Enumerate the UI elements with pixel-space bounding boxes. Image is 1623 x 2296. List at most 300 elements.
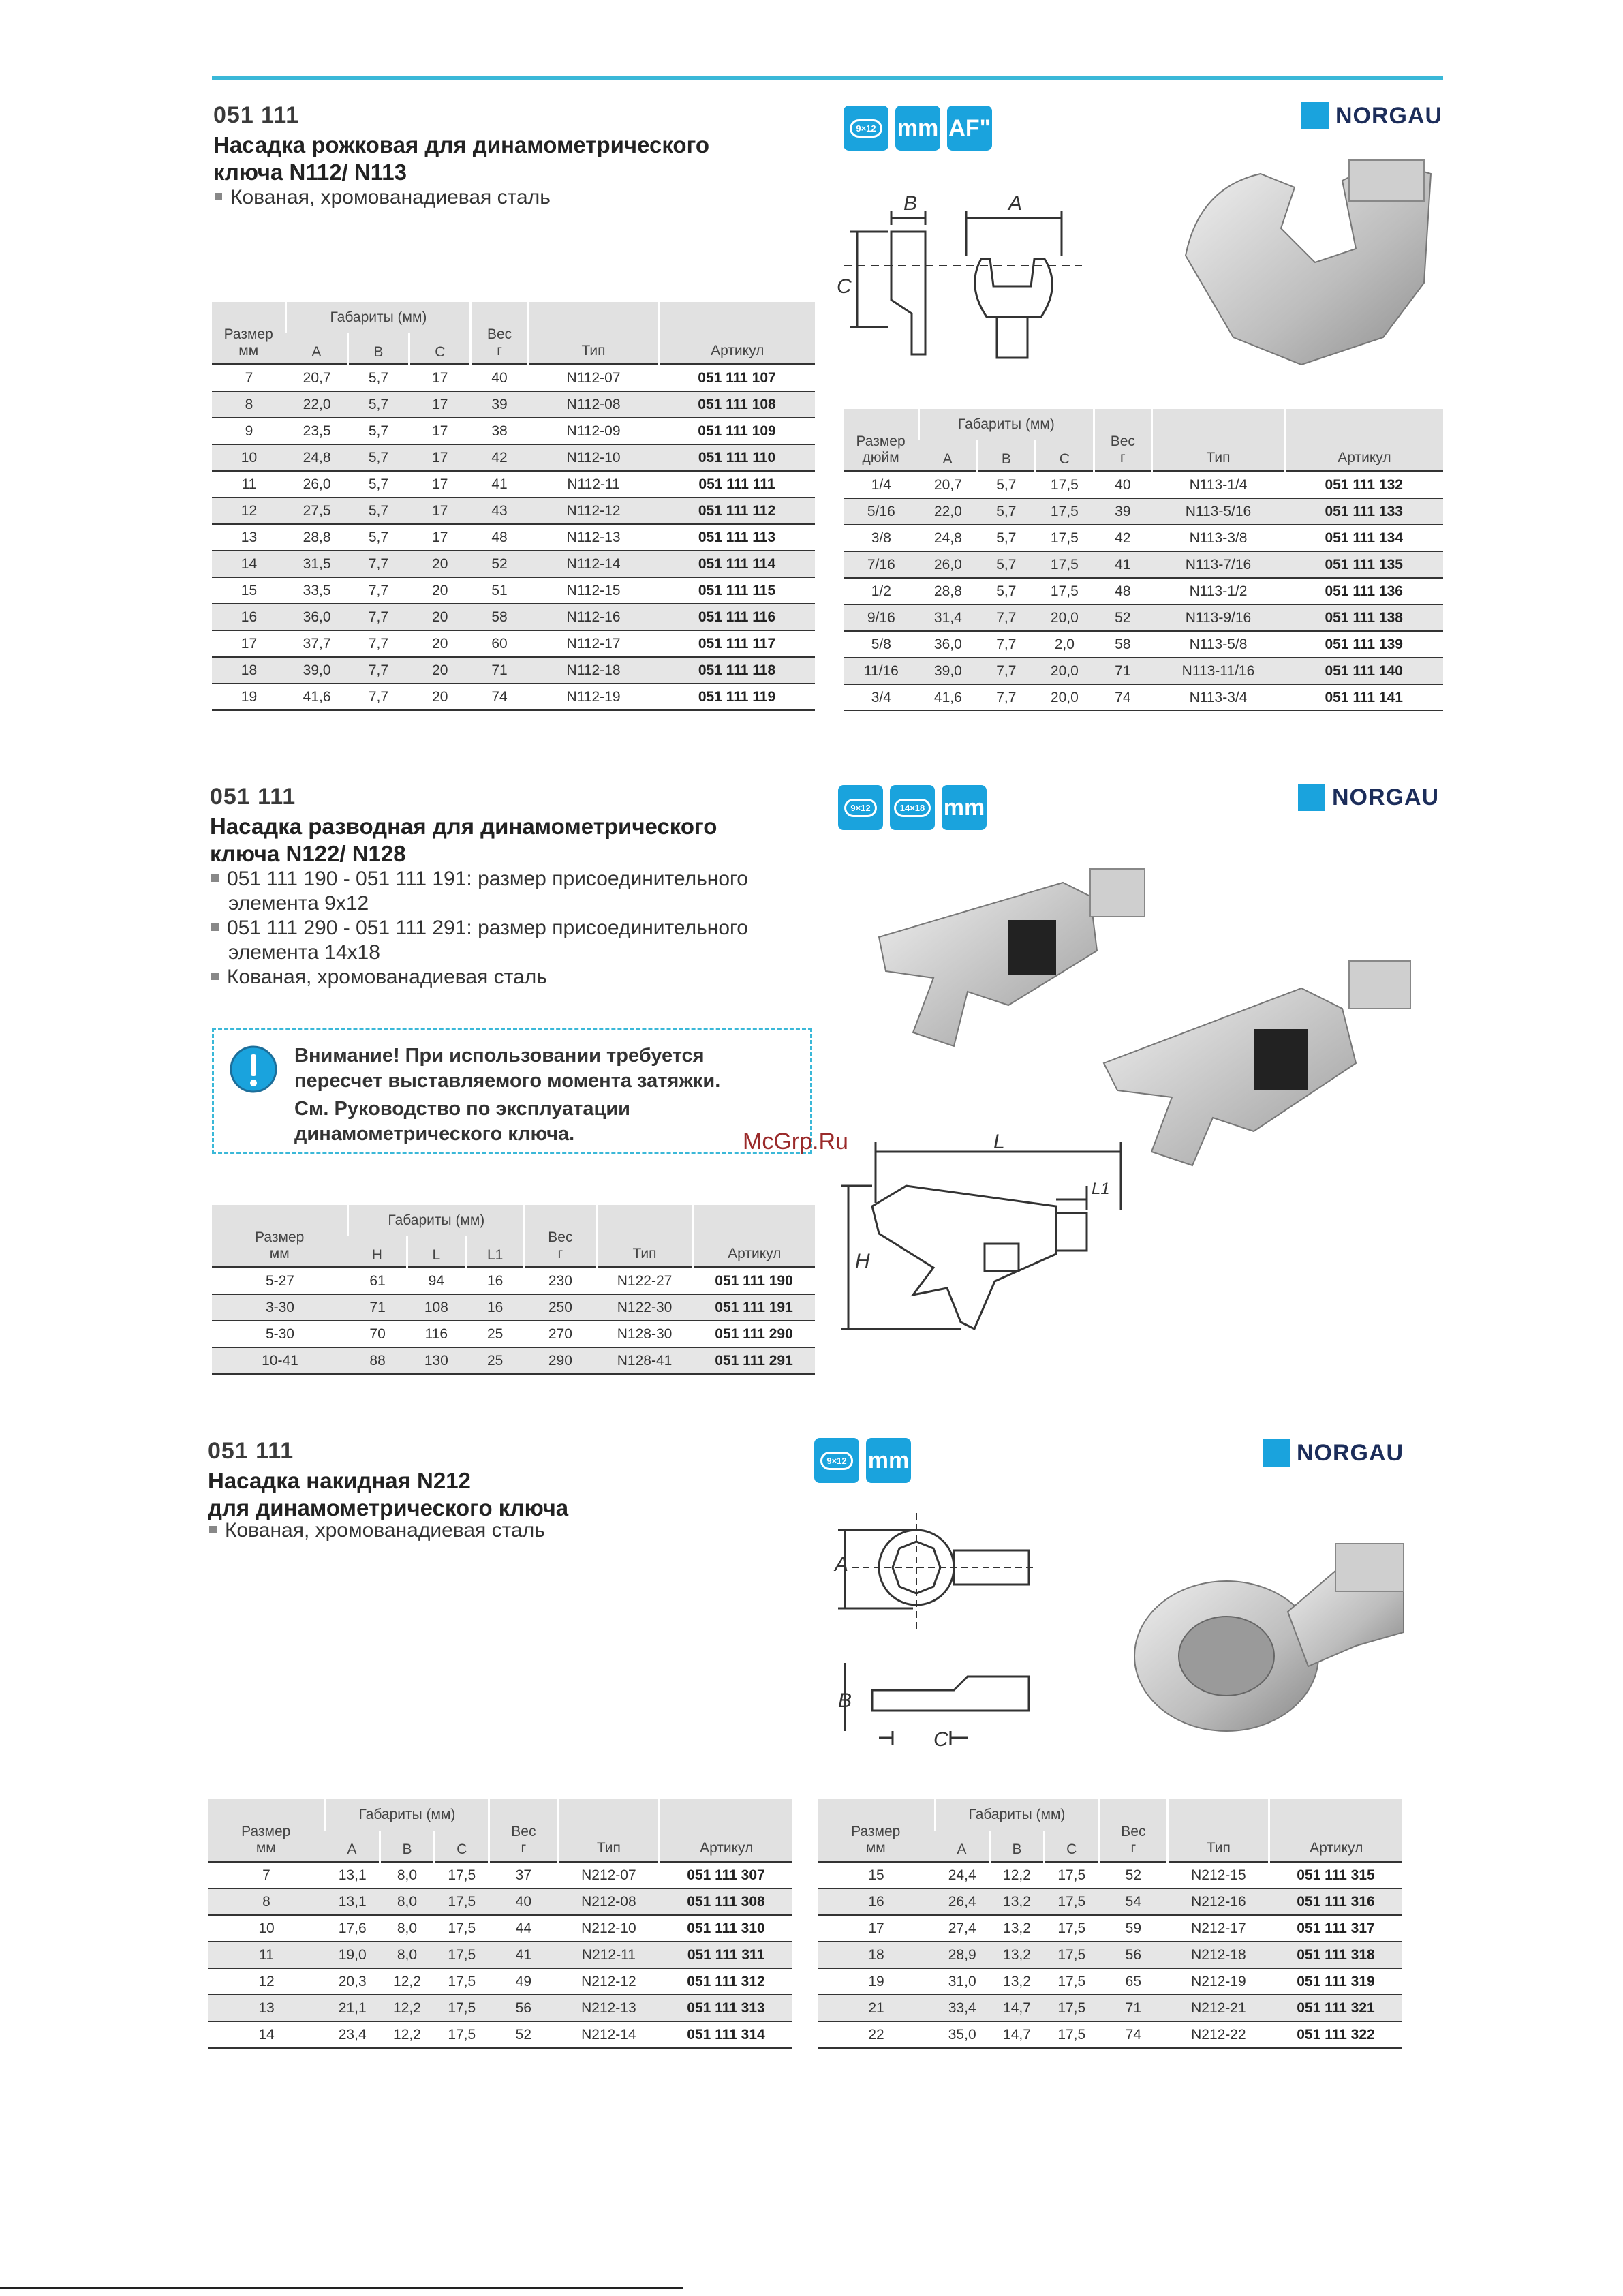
adjustable-diagram bbox=[838, 1131, 1138, 1349]
section2-table: Размер мм Габариты (мм) Вес г Тип Артикул H L L1 5-27 61 94 16 230 N122-27 051 111 190 3-30 71 108 16 250 N122-30 051 111 191 5-30 70 116 25 270 N128-30 051 111 290 10-41 88 130 25 290 N128-41 051 111 291 bbox=[212, 1205, 815, 1375]
table-cell: 051 111 108 bbox=[659, 391, 815, 418]
table-row bbox=[844, 631, 1443, 658]
table-cell: 17 bbox=[409, 471, 471, 498]
table-cell: 26,0 bbox=[919, 551, 977, 578]
table-cell: 74 bbox=[1094, 684, 1151, 711]
table-cell: 61 bbox=[348, 1268, 407, 1295]
table-cell: 24,4 bbox=[935, 1862, 989, 1889]
table-cell: N212-22 bbox=[1168, 2021, 1269, 2048]
table-cell: 051 111 291 bbox=[693, 1347, 815, 1374]
table-row bbox=[212, 657, 815, 684]
table-cell: 051 111 118 bbox=[659, 657, 815, 684]
table-cell: 20 bbox=[409, 630, 471, 657]
table-cell: 31,5 bbox=[286, 551, 347, 577]
section1-title-line1: Насадка рожковая для динамометрического bbox=[213, 132, 710, 157]
table-cell: N113-5/16 bbox=[1152, 498, 1285, 525]
table-cell: 051 111 136 bbox=[1284, 578, 1443, 604]
table-cell: N128-30 bbox=[596, 1321, 693, 1347]
table-row bbox=[212, 365, 815, 392]
table-cell: 74 bbox=[471, 684, 528, 710]
ring-photo bbox=[1131, 1530, 1417, 1741]
table-cell: 24,8 bbox=[286, 444, 347, 471]
norgau-logo-1: NORGAU bbox=[1301, 102, 1442, 129]
table-cell: 5,7 bbox=[347, 498, 409, 524]
table-cell: 7,7 bbox=[977, 684, 1035, 711]
table-cell: N212-15 bbox=[1168, 1862, 1269, 1889]
table-cell: N212-13 bbox=[558, 1995, 660, 2021]
table-cell: N212-16 bbox=[1168, 1888, 1269, 1915]
table-cell: 17 bbox=[409, 498, 471, 524]
table-cell: 17,5 bbox=[1045, 1968, 1099, 1995]
table-cell: 051 111 322 bbox=[1269, 2021, 1402, 2048]
table-row bbox=[844, 578, 1443, 604]
table-cell: N112-18 bbox=[528, 657, 659, 684]
table-cell: 20 bbox=[409, 684, 471, 710]
table-row bbox=[818, 2021, 1402, 2048]
diagram-b-label: B bbox=[903, 192, 918, 215]
table-cell: 58 bbox=[1094, 631, 1151, 658]
table-row bbox=[212, 551, 815, 577]
table-cell: 14,7 bbox=[989, 1995, 1044, 2021]
table-cell: 56 bbox=[489, 1995, 558, 2021]
table-cell: 051 111 316 bbox=[1269, 1888, 1402, 1915]
table-cell: 1/2 bbox=[844, 578, 919, 604]
norgau-logo-3: NORGAU bbox=[1263, 1439, 1404, 1467]
table-cell: 17,5 bbox=[435, 1968, 489, 1995]
table-cell: 5/8 bbox=[844, 631, 919, 658]
table-cell: 40 bbox=[471, 365, 528, 392]
diagram-a-label: A bbox=[1008, 192, 1023, 215]
table-cell: 28,9 bbox=[935, 1942, 989, 1968]
table-row bbox=[212, 1321, 815, 1347]
table-cell: 7,7 bbox=[347, 630, 409, 657]
table-row bbox=[844, 604, 1443, 631]
table-cell: 051 111 141 bbox=[1284, 684, 1443, 711]
table-cell: N112-16 bbox=[528, 604, 659, 630]
table-cell: 23,4 bbox=[325, 2021, 380, 2048]
table-cell: 5,7 bbox=[977, 525, 1035, 551]
table-cell: 25 bbox=[466, 1321, 525, 1347]
table-cell: N113-1/2 bbox=[1152, 578, 1285, 604]
table-cell: 15 bbox=[818, 1862, 935, 1889]
table-cell: 20,0 bbox=[1036, 604, 1094, 631]
table-cell: 7 bbox=[212, 365, 286, 392]
table-cell: 5,7 bbox=[347, 365, 409, 392]
table-cell: 33,5 bbox=[286, 577, 347, 604]
table-cell: 7,7 bbox=[347, 684, 409, 710]
table-row bbox=[844, 658, 1443, 684]
table-cell: 8,0 bbox=[380, 1862, 434, 1889]
h-size: Размер мм bbox=[212, 302, 286, 365]
table-cell: 051 111 191 bbox=[693, 1294, 815, 1321]
table-cell: 52 bbox=[1094, 604, 1151, 631]
table-cell: N212-11 bbox=[558, 1942, 660, 1968]
table-cell: 20,0 bbox=[1036, 684, 1094, 711]
section3-bullet: Кованая, хромованадиевая сталь bbox=[208, 1518, 545, 1543]
table-cell: 41 bbox=[489, 1942, 558, 1968]
section2-title: Насадка разводная для динамометрического ключа N122/ N128 bbox=[210, 814, 717, 866]
table-cell: 52 bbox=[489, 2021, 558, 2048]
table-cell: 5,7 bbox=[347, 418, 409, 444]
table-cell: 3-30 bbox=[212, 1294, 348, 1321]
table-row bbox=[208, 1942, 792, 1968]
table-row bbox=[208, 1862, 792, 1889]
table-cell: 42 bbox=[1094, 525, 1151, 551]
section1-title bbox=[213, 132, 709, 186]
table-cell: 3/8 bbox=[844, 525, 919, 551]
table-cell: 26,4 bbox=[935, 1888, 989, 1915]
table-cell: 48 bbox=[471, 524, 528, 551]
table-cell: 5-30 bbox=[212, 1321, 348, 1347]
table-cell: 17,5 bbox=[1045, 1915, 1099, 1942]
table-cell: 051 111 107 bbox=[659, 365, 815, 392]
table-cell: 19,0 bbox=[325, 1942, 380, 1968]
table-cell: 33,4 bbox=[935, 1995, 989, 2021]
table-cell: 290 bbox=[525, 1347, 596, 1374]
table-cell: 17 bbox=[409, 365, 471, 392]
table-cell: 41 bbox=[1094, 551, 1151, 578]
section2-badges bbox=[838, 785, 987, 830]
table-cell: 17 bbox=[818, 1915, 935, 1942]
exclamation-icon bbox=[228, 1043, 282, 1098]
table-cell: 5,7 bbox=[347, 444, 409, 471]
table-cell: 7,7 bbox=[347, 657, 409, 684]
table-cell: 25 bbox=[466, 1347, 525, 1374]
table-row bbox=[818, 1888, 1402, 1915]
table-cell: 17 bbox=[409, 444, 471, 471]
table-cell: N112-08 bbox=[528, 391, 659, 418]
table-cell: 39,0 bbox=[919, 658, 977, 684]
table-row bbox=[818, 1862, 1402, 1889]
h-type: Тип bbox=[528, 302, 659, 365]
top-rule bbox=[212, 76, 1443, 80]
table-cell: 13,2 bbox=[989, 1942, 1044, 1968]
table-cell: 20 bbox=[409, 551, 471, 577]
table-row bbox=[208, 1968, 792, 1995]
table-cell: N113-7/16 bbox=[1152, 551, 1285, 578]
table-cell: 37 bbox=[489, 1862, 558, 1889]
table-cell: 13,2 bbox=[989, 1968, 1044, 1995]
svg-text:A: A bbox=[835, 1553, 849, 1576]
table-cell: 5,7 bbox=[347, 391, 409, 418]
table-cell: 38 bbox=[471, 418, 528, 444]
table-cell: 5-27 bbox=[212, 1268, 348, 1295]
table-cell: 44 bbox=[489, 1915, 558, 1942]
table-cell: 22 bbox=[818, 2021, 935, 2048]
table-cell: 14 bbox=[212, 551, 286, 577]
table-cell: N113-1/4 bbox=[1152, 472, 1285, 499]
table-cell: 71 bbox=[1094, 658, 1151, 684]
table-cell: 10-41 bbox=[212, 1347, 348, 1374]
table-cell: 52 bbox=[1099, 1862, 1168, 1889]
table-cell: 42 bbox=[471, 444, 528, 471]
table-cell: 7,7 bbox=[347, 577, 409, 604]
table-cell: 17,5 bbox=[435, 1995, 489, 2021]
table-cell: 051 111 190 bbox=[693, 1268, 815, 1295]
table-cell: 5,7 bbox=[347, 524, 409, 551]
table-cell: 051 111 135 bbox=[1284, 551, 1443, 578]
svg-text:H: H bbox=[855, 1250, 870, 1272]
svg-text:C: C bbox=[933, 1728, 948, 1751]
table-cell: 16 bbox=[466, 1294, 525, 1321]
table-cell: 5,7 bbox=[977, 472, 1035, 499]
table-cell: 17,5 bbox=[1045, 1942, 1099, 1968]
table-cell: 12 bbox=[212, 498, 286, 524]
table-cell: 051 111 110 bbox=[659, 444, 815, 471]
socket-9x12-badge: 9×12 bbox=[838, 785, 883, 830]
table-cell: 051 111 132 bbox=[1284, 472, 1443, 499]
table-row bbox=[212, 604, 815, 630]
table-cell: 41,6 bbox=[919, 684, 977, 711]
table-cell: 270 bbox=[525, 1321, 596, 1347]
table-row bbox=[212, 498, 815, 524]
table-cell: 13 bbox=[212, 524, 286, 551]
table-cell: 56 bbox=[1099, 1942, 1168, 1968]
table-cell: 23,5 bbox=[286, 418, 347, 444]
table-row bbox=[208, 1995, 792, 2021]
table-cell: 9/16 bbox=[844, 604, 919, 631]
table-row bbox=[818, 1942, 1402, 1968]
table-cell: 20 bbox=[409, 577, 471, 604]
table-cell: 13 bbox=[208, 1995, 325, 2021]
table-cell: 19 bbox=[818, 1968, 935, 1995]
table-cell: 8,0 bbox=[380, 1915, 434, 1942]
table-cell: 051 111 317 bbox=[1269, 1915, 1402, 1942]
table-cell: 7/16 bbox=[844, 551, 919, 578]
norgau-logo-2: NORGAU bbox=[1298, 784, 1439, 811]
section1-code: 051 111 bbox=[213, 102, 300, 128]
table-cell: 12,2 bbox=[989, 1862, 1044, 1889]
table-cell: 250 bbox=[525, 1294, 596, 1321]
table-cell: 051 111 112 bbox=[659, 498, 815, 524]
table-cell: 31,0 bbox=[935, 1968, 989, 1995]
table-cell: 051 111 318 bbox=[1269, 1942, 1402, 1968]
table-cell: 20 bbox=[409, 604, 471, 630]
table-cell: 051 111 116 bbox=[659, 604, 815, 630]
table-cell: N122-27 bbox=[596, 1268, 693, 1295]
table-row bbox=[212, 630, 815, 657]
table-cell: 11 bbox=[212, 471, 286, 498]
table-cell: 051 111 134 bbox=[1284, 525, 1443, 551]
table-cell: 70 bbox=[348, 1321, 407, 1347]
table-cell: 18 bbox=[212, 657, 286, 684]
table-cell: N112-19 bbox=[528, 684, 659, 710]
adjustable-photo-2 bbox=[1097, 947, 1438, 1172]
table-cell: 20,0 bbox=[1036, 658, 1094, 684]
table-cell: 71 bbox=[1099, 1995, 1168, 2021]
table-cell: 17,5 bbox=[1045, 2021, 1099, 2048]
ring-diagram bbox=[831, 1499, 1049, 1758]
table-cell: 051 111 138 bbox=[1284, 604, 1443, 631]
open-end-diagram bbox=[837, 184, 1096, 382]
table-cell: 17,5 bbox=[1045, 1888, 1099, 1915]
socket-14x18-badge: 14×18 bbox=[890, 785, 935, 830]
table-cell: 051 111 310 bbox=[660, 1915, 792, 1942]
table-cell: N212-18 bbox=[1168, 1942, 1269, 1968]
table-cell: 12,2 bbox=[380, 2021, 434, 2048]
table-row bbox=[212, 524, 815, 551]
table-row bbox=[208, 1888, 792, 1915]
socket-9x12-badge: 9×12 bbox=[814, 1438, 859, 1483]
table-cell: 7,7 bbox=[347, 551, 409, 577]
h-weight: Вес г bbox=[471, 302, 528, 365]
table-cell: 17 bbox=[409, 524, 471, 551]
h-art: Артикул bbox=[659, 302, 815, 365]
table-cell: 5,7 bbox=[977, 498, 1035, 525]
table-cell: 051 111 319 bbox=[1269, 1968, 1402, 1995]
table-cell: 13,1 bbox=[325, 1862, 380, 1889]
table-cell: 58 bbox=[471, 604, 528, 630]
section3-code: 051 111 bbox=[208, 1438, 294, 1464]
table-cell: 21 bbox=[818, 1995, 935, 2021]
table-row bbox=[818, 1968, 1402, 1995]
table-cell: 20,3 bbox=[325, 1968, 380, 1995]
table-cell: 41,6 bbox=[286, 684, 347, 710]
table-row bbox=[212, 684, 815, 710]
section3-title: Насадка накидная N212 для динамометрического ключа bbox=[208, 1468, 569, 1520]
table-cell: 051 111 117 bbox=[659, 630, 815, 657]
table-cell: N113-9/16 bbox=[1152, 604, 1285, 631]
table-cell: 17 bbox=[409, 418, 471, 444]
table-cell: N212-08 bbox=[558, 1888, 660, 1915]
table-cell: N113-3/8 bbox=[1152, 525, 1285, 551]
table-cell: 10 bbox=[212, 444, 286, 471]
table-cell: 39 bbox=[471, 391, 528, 418]
table-cell: 74 bbox=[1099, 2021, 1168, 2048]
table-cell: 7,7 bbox=[977, 658, 1035, 684]
table-cell: 051 111 315 bbox=[1269, 1862, 1402, 1889]
table-row bbox=[844, 472, 1443, 499]
table-cell: 49 bbox=[489, 1968, 558, 1995]
table-cell: N112-11 bbox=[528, 471, 659, 498]
table-row bbox=[844, 684, 1443, 711]
table-cell: 051 111 109 bbox=[659, 418, 815, 444]
table-cell: 051 111 313 bbox=[660, 1995, 792, 2021]
table-cell: 13,2 bbox=[989, 1888, 1044, 1915]
af-badge: AF" bbox=[947, 106, 992, 151]
table-cell: 28,8 bbox=[286, 524, 347, 551]
table-cell: 9 bbox=[212, 418, 286, 444]
table-cell: 17,5 bbox=[435, 1888, 489, 1915]
table-cell: 051 111 119 bbox=[659, 684, 815, 710]
table-cell: 51 bbox=[471, 577, 528, 604]
table-cell: 40 bbox=[1094, 472, 1151, 499]
table-cell: 39 bbox=[1094, 498, 1151, 525]
table-cell: N212-19 bbox=[1168, 1968, 1269, 1995]
table-cell: 17,5 bbox=[1045, 1862, 1099, 1889]
open-end-photo bbox=[1179, 147, 1444, 365]
section1-table-inch: Размер дюйм Габариты (мм) Вес г Тип Артикул A B C 1/4 20,7 5,7 17,5 40 N113-1/4 051 111 132 5/16 22,0 5,7 17,5 39 N113-5/16 051 111 133 3/8 24,8 5,7 17,5 42 N113-3/8 051 111 134 7/16 26,0 5,7 17,5 41 N113-7/16 051 111 135 1/2 28,8 5,7 17,5 48 N113-1/2 051 111 136 9/16 31,4 7,7 20,0 52 N113-9/16 051 111 138 5/8 36,0 7,7 2,0 58 N113-5/8 051 111 139 11/16 39,0 7,7 20,0 71 N113-11/16 051 111 140 3/4 41,6 7,7 20,0 74 N113-3/4 051 111 141 bbox=[844, 409, 1443, 711]
table-cell: 051 111 114 bbox=[659, 551, 815, 577]
table-cell: 16 bbox=[212, 604, 286, 630]
table-cell: 5,7 bbox=[347, 471, 409, 498]
table-cell: 051 111 133 bbox=[1284, 498, 1443, 525]
table-cell: N212-17 bbox=[1168, 1915, 1269, 1942]
table-cell: 17,5 bbox=[1036, 498, 1094, 525]
table-cell: 17,5 bbox=[1036, 525, 1094, 551]
table-cell: 5,7 bbox=[977, 551, 1035, 578]
table-cell: 20 bbox=[409, 657, 471, 684]
table-cell: 10 bbox=[208, 1915, 325, 1942]
table-cell: N112-17 bbox=[528, 630, 659, 657]
table-cell: 20,7 bbox=[286, 365, 347, 392]
table-cell: 27,4 bbox=[935, 1915, 989, 1942]
table-cell: 051 111 113 bbox=[659, 524, 815, 551]
table-cell: 8 bbox=[212, 391, 286, 418]
table-row bbox=[844, 525, 1443, 551]
table-row bbox=[212, 577, 815, 604]
table-row bbox=[208, 2021, 792, 2048]
table-row bbox=[844, 498, 1443, 525]
table-cell: N112-13 bbox=[528, 524, 659, 551]
table-cell: 71 bbox=[348, 1294, 407, 1321]
table-cell: 27,5 bbox=[286, 498, 347, 524]
socket-9x12-badge: 9×12 bbox=[844, 106, 888, 151]
table-cell: N112-12 bbox=[528, 498, 659, 524]
mm-badge: mm bbox=[866, 1438, 911, 1483]
table-cell: 051 111 321 bbox=[1269, 1995, 1402, 2021]
table-cell: 12,2 bbox=[380, 1995, 434, 2021]
table-cell: N212-12 bbox=[558, 1968, 660, 1995]
table-cell: 230 bbox=[525, 1268, 596, 1295]
table-cell: 12,2 bbox=[380, 1968, 434, 1995]
table-cell: 051 111 140 bbox=[1284, 658, 1443, 684]
table-cell: 7,7 bbox=[977, 604, 1035, 631]
table-cell: 22,0 bbox=[286, 391, 347, 418]
table-cell: 2,0 bbox=[1036, 631, 1094, 658]
table-row bbox=[212, 471, 815, 498]
table-cell: 18 bbox=[818, 1942, 935, 1968]
table-cell: 11 bbox=[208, 1942, 325, 1968]
table-cell: 5,7 bbox=[977, 578, 1035, 604]
table-row bbox=[212, 1268, 815, 1295]
table-row bbox=[212, 1347, 815, 1374]
table-cell: 8 bbox=[208, 1888, 325, 1915]
table-cell: 88 bbox=[348, 1347, 407, 1374]
table-cell: 17,5 bbox=[435, 1862, 489, 1889]
table-cell: 17,5 bbox=[435, 1915, 489, 1942]
table-cell: 21,1 bbox=[325, 1995, 380, 2021]
table-cell: 051 111 312 bbox=[660, 1968, 792, 1995]
section1-bullet: Кованая, хромованадиевая сталь bbox=[213, 185, 551, 210]
table-row bbox=[212, 418, 815, 444]
table-cell: 26,0 bbox=[286, 471, 347, 498]
table-row bbox=[208, 1915, 792, 1942]
table-cell: 051 111 290 bbox=[693, 1321, 815, 1347]
table-cell: 17,5 bbox=[1045, 1995, 1099, 2021]
table-cell: 48 bbox=[1094, 578, 1151, 604]
table-cell: 60 bbox=[471, 630, 528, 657]
table-cell: 40 bbox=[489, 1888, 558, 1915]
table-cell: 19 bbox=[212, 684, 286, 710]
table-cell: 051 111 115 bbox=[659, 577, 815, 604]
section1-table-mm: Размер мм Габариты (мм) Вес г Тип Артикул A B C 7 20,7 5,7 17 40 N112-07 051 111 107 8 22,0 5,7 17 39 N112-08 051 111 108 9 23,5 5,7 17 38 N112-09 051 111 109 10 24,8 5,7 17 42 N112-10 051 111 110 11 26,0 5,7 17 41 N112-11 051 111 111 12 27,5 5,7 17 43 N112-12 051 111 112 13 28,8 5,7 17 48 N112-13 051 111 113 14 31,5 7,7 20 52 N112-14 051 111 114 15 33,5 7,7 20 51 N112-15 051 111 115 16 36,0 7,7 20 58 N112-16 051 111 116 17 37,7 7,7 20 60 N112-17 051 111 117 18 39,0 7,7 20 71 N112-18 051 111 118 19 41,6 7,7 20 74 N112-19 051 111 119 bbox=[212, 302, 815, 711]
notice-box: Внимание! При использовании требуется пересчет выставляемого момента затяжки. См. Руководство по эксплуатации динамометрического ключа. bbox=[212, 1028, 812, 1154]
table-cell: 8,0 bbox=[380, 1888, 434, 1915]
table-cell: 051 111 314 bbox=[660, 2021, 792, 2048]
table-cell: 36,0 bbox=[919, 631, 977, 658]
section1-badges bbox=[844, 106, 992, 151]
table-cell: N112-07 bbox=[528, 365, 659, 392]
table-cell: 52 bbox=[471, 551, 528, 577]
table-cell: N212-10 bbox=[558, 1915, 660, 1942]
mm-badge: mm bbox=[895, 106, 940, 151]
table-cell: 12 bbox=[208, 1968, 325, 1995]
table-cell: 17,5 bbox=[1036, 472, 1094, 499]
table-cell: 17,6 bbox=[325, 1915, 380, 1942]
table-cell: 11/16 bbox=[844, 658, 919, 684]
table-cell: 116 bbox=[407, 1321, 465, 1347]
